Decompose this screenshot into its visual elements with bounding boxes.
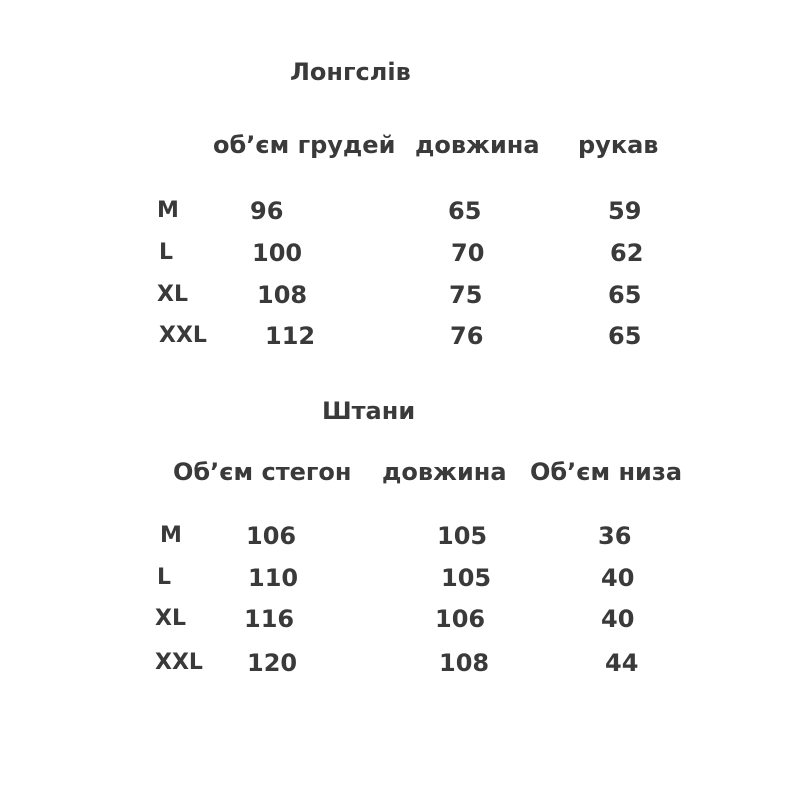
bottom-value: 44 <box>605 649 639 677</box>
length-value: 65 <box>448 197 482 225</box>
chest-value: 112 <box>265 322 316 350</box>
hips-value: 116 <box>244 605 295 633</box>
size-label: XL <box>155 606 186 631</box>
sleeve-value: 59 <box>608 197 642 225</box>
length-value: 70 <box>451 239 485 267</box>
size-label: XL <box>157 282 188 307</box>
bottom-value: 40 <box>601 564 635 592</box>
sleeve-value: 65 <box>608 322 642 350</box>
length-value: 105 <box>437 522 488 550</box>
chest-value: 96 <box>250 197 284 225</box>
pants-header-hips: Об’єм стегон <box>173 458 352 486</box>
longsleeve-title: Лонгслів <box>290 58 411 86</box>
size-label: L <box>157 565 172 590</box>
size-label: XXL <box>155 650 203 675</box>
longsleeve-header-chest: об’єм грудей <box>213 131 396 159</box>
size-label: M <box>160 523 182 548</box>
length-value: 75 <box>449 281 483 309</box>
bottom-value: 36 <box>598 522 632 550</box>
chest-value: 108 <box>257 281 308 309</box>
hips-value: 120 <box>247 649 298 677</box>
size-label: L <box>159 240 174 265</box>
sleeve-value: 65 <box>608 281 642 309</box>
hips-value: 106 <box>246 522 297 550</box>
hips-value: 110 <box>248 564 299 592</box>
size-label: M <box>157 198 179 223</box>
length-value: 108 <box>439 649 490 677</box>
sleeve-value: 62 <box>610 239 644 267</box>
length-value: 76 <box>450 322 484 350</box>
chest-value: 100 <box>252 239 303 267</box>
length-value: 106 <box>435 605 486 633</box>
longsleeve-header-length: довжина <box>415 131 540 159</box>
pants-title: Штани <box>322 397 416 425</box>
length-value: 105 <box>441 564 492 592</box>
longsleeve-header-sleeve: рукав <box>578 131 659 159</box>
pants-header-length: довжина <box>382 458 507 486</box>
pants-header-bottom: Об’єм низа <box>530 458 683 486</box>
bottom-value: 40 <box>601 605 635 633</box>
size-label: XXL <box>159 323 207 348</box>
